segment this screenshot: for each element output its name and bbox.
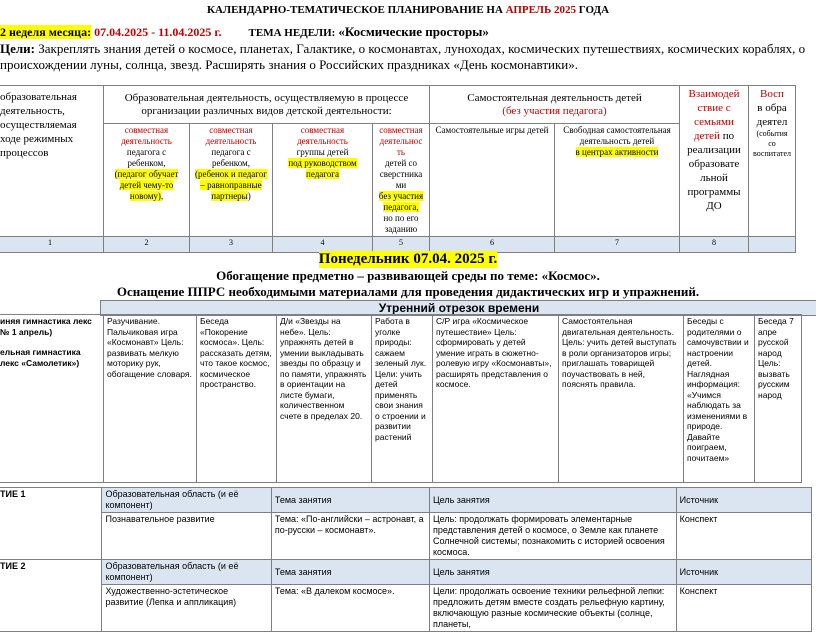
col-independent — [430, 86, 680, 124]
goal-text: Закреплять знания детей о космосе, планетах, Галактике, о космонавтах, луноходах, космических путешествиях, космических кораблях, о происхождении луны, солнца, звезд. Расширять знания о Российских праздниках «День космонавтики». — [0, 41, 806, 72]
lesson-1-source: Конспект — [676, 513, 811, 560]
sub-col-4: совместная деятельнос ть детей со сверстника ми без участия педагога, но по его заданию — [373, 124, 430, 237]
lesson-1-label: ТИЕ 1 — [0, 488, 102, 560]
lesson-1-area: Познавательное развитие — [102, 513, 271, 560]
lesson-1-goal-head: Цель занятия — [429, 488, 676, 513]
morning-cell-9: Беседа 7 апре русской народ Цель: вызвать русским народ — [755, 315, 802, 483]
morning-cell-2: Разучивание. Пальчиковая игра «Космонавт» Цель: развивать мелкую моторику рук, обогащение словаря. — [104, 315, 197, 483]
morning-cell-6: С/Р игра «Космическое путешествие» Цель: сформировать у детей умение играть в сюжетно-ролевую игру «Космонавты», расширять представления о космосе. — [433, 315, 559, 483]
week-line — [0, 24, 489, 40]
lesson-2-area: Художественно-эстетическое развитие (Лепка и аппликация) — [102, 585, 271, 632]
sub-col-2: совместная деятельность педагога с ребенком, (ребенок и педагог – равноправные партнеры) — [190, 124, 273, 237]
col-organized: Образовательная деятельность, осуществляемую в процессе организации различных видов детской деятельности: — [104, 86, 430, 124]
morning-regime: иняя гимнастика лекс № 1 апрель) ельная гимнастика лекс «Самолетик») — [0, 315, 104, 483]
page-header — [0, 4, 816, 16]
col-independent-title: Самостоятельная деятельность детей — [467, 92, 642, 104]
lesson-1-source-head: Источник — [676, 488, 811, 513]
day-title: Понедельник 07.04. 2025 г. — [318, 251, 498, 267]
col-family: Взаимодей ствие с семьями детей по реализации образовате льной программы ДО — [680, 86, 749, 237]
lesson-1-theme-head: Тема занятия — [271, 488, 429, 513]
morning-cell-4: Д/и «Звезды на небе». Цель: упражнять детей в умении выкладывать звезды по образцу и по памяти, упражнять в ориентации на листе бумаги, количественном счете в пределах 20. — [277, 315, 372, 483]
header-month: АПРЕЛЬ 2025 — [505, 4, 577, 16]
day-line-1: Обогащение предметно – развивающей среды по теме: «Космос». — [216, 268, 600, 283]
theme-value: «Космические просторы» — [338, 24, 489, 39]
lesson-2-source: Конспект — [676, 585, 811, 632]
col-regime: образовательная деятельность, осуществляемая ходе режимных процессов — [0, 86, 104, 237]
day-line-2: Оснащение ППРС необходимыми материалами для проведения дидактических игр и упражнений. — [116, 284, 700, 299]
lesson-1-theme: Тема: «По-английски – астронавт, а по-русски – космонавт». — [271, 513, 429, 560]
lesson-2-label: ТИЕ 2 — [0, 560, 102, 632]
lesson-2-theme: Тема: «В далеком космосе». — [271, 585, 429, 632]
week-dates: 07.04.2025 - 11.04.2025 г. — [94, 25, 222, 39]
goal-label: Цели: — [0, 41, 35, 56]
day-title-wrap — [0, 250, 816, 268]
morning-cell-5: Работа в уголке природы: сажаем зеленый лук. Цели: учить детей применять свои знания о строении и развитии растений — [372, 315, 433, 483]
col-independent-sub: (без участия педагога) — [502, 105, 607, 117]
col-upbringing: Восп в обра деятел (события со воспитател — [749, 86, 796, 237]
lesson-1-goal: Цель: продолжать формировать элементарные представления детей о космосе, о Земле как планете Солнечной системы; познакомить с историей освоения космоса. — [429, 513, 676, 560]
header-suffix: ГОДА — [578, 4, 610, 16]
sub-col-free: Свободная самостоятельная деятельность детей в центрах активности — [555, 124, 680, 237]
lesson-2-theme-head: Тема занятия — [271, 560, 429, 585]
sub-col-3: совместная деятельность группы детей под руководством педагога — [273, 124, 373, 237]
sub-col-self-play: Самостоятельные игры детей — [430, 124, 555, 237]
sub-col-1: совместная деятельность педагога с ребенком, (педагог обучает детей чему-то новому), — [104, 124, 190, 237]
lesson-2-area-head: Образовательная область (и её компонент) — [102, 560, 271, 585]
morning-cell-7: Самостоятельная двигательная деятельность. Цель: учить детей выступать в роли организаторов игры; приглашать товарищей поучаствовать в ней, пояснять правила. — [559, 315, 684, 483]
week-label: 2 неделя месяца: — [0, 25, 92, 39]
lesson-2-goal-head: Цель занятия — [429, 560, 676, 585]
morning-cell-3: Беседа «Покорение космоса». Цель: рассказать детям, что такое космос, космическое пространство. — [197, 315, 277, 483]
morning-cell-8: Беседы с родителями о самочувствии и настроении детей. Наглядная информация: «Учимся наблюдать за изменениями в природе. Давайте поиграем, почитаем» — [684, 315, 755, 483]
header-prefix: КАЛЕНДАРНО-ТЕМАТИЧЕСКОЕ ПЛАНИРОВАНИЕ НА — [206, 4, 503, 16]
theme-label: ТЕМА НЕДЕЛИ: — [248, 27, 336, 39]
lesson-1-area-head: Образовательная область (и её компонент) — [102, 488, 271, 513]
morning-table — [0, 314, 802, 483]
lesson-2-source-head: Источник — [676, 560, 811, 585]
structure-table — [0, 85, 796, 253]
lesson-2-goal: Цели: продолжать освоение техники рельефной лепки: предложить детям вместе создать рельефную картину, включающую разные космические объекты (солнце, планеты, — [429, 585, 676, 632]
number-row: 1 2 3 4 5 6 7 8 — [0, 237, 796, 253]
lessons-table — [0, 487, 812, 632]
goal-paragraph — [0, 41, 816, 73]
morning-band: Утренний отрезок времени — [100, 300, 816, 316]
